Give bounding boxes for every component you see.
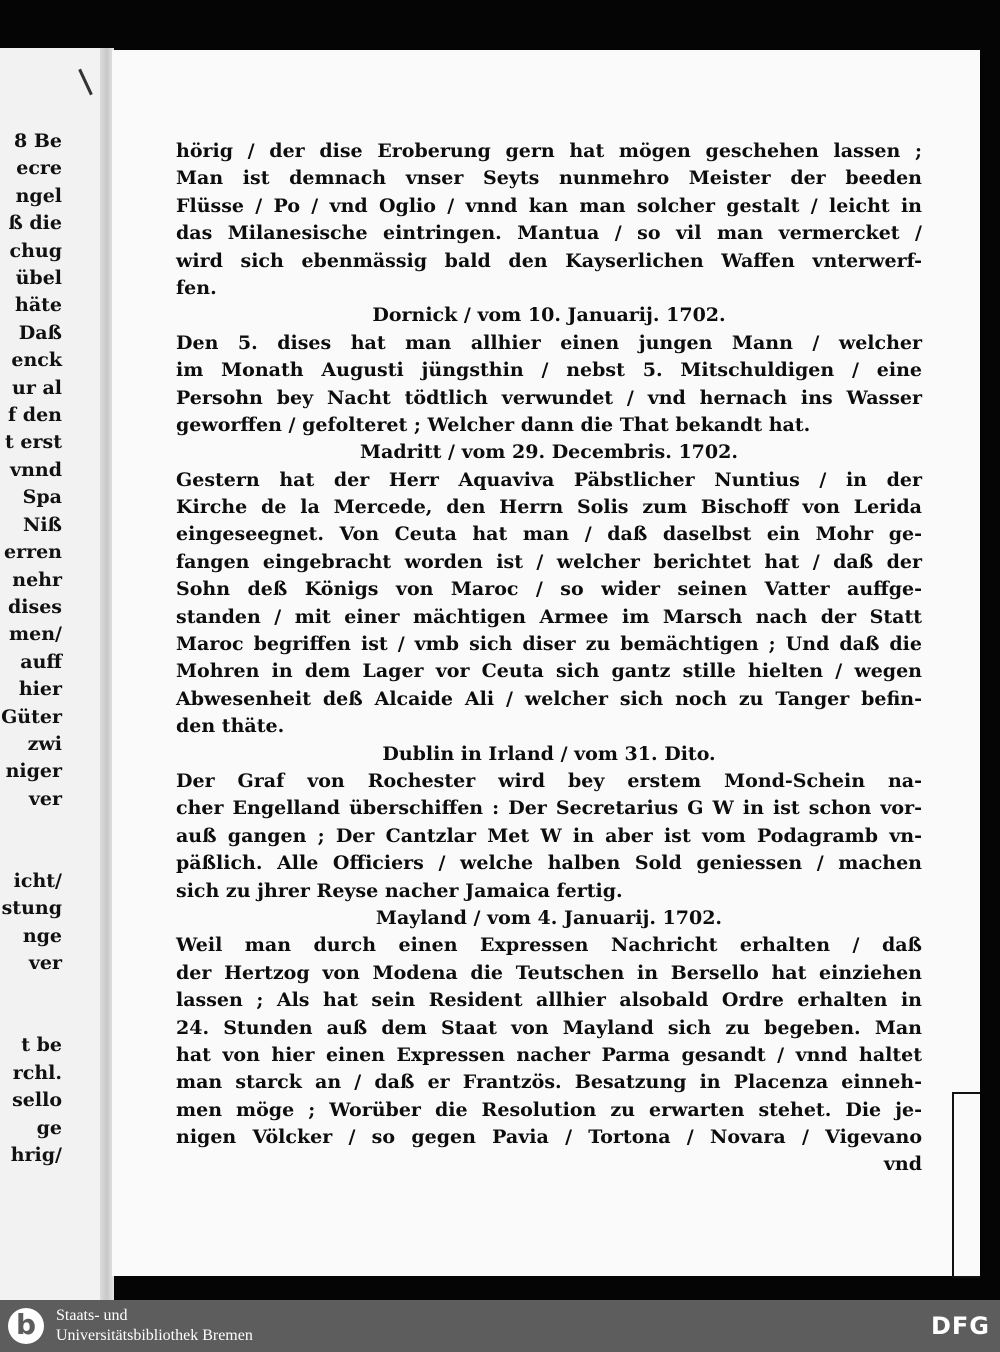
- section-heading: Madritt / vom 29. Decembris. 1702.: [360, 441, 738, 464]
- text-line: Kirche de la Mercede, den Herrn Solis zum Bischoff von Lerida: [176, 496, 922, 519]
- left-margin-fragment: rchl.: [12, 1061, 62, 1084]
- text-line: das Milanesische eintringen. Mantua / so vil man vermercket /: [176, 222, 922, 245]
- left-margin-fragment: [0, 841, 62, 868]
- left-margin-fragment: zwi: [27, 732, 62, 755]
- left-margin-fragment: [0, 813, 62, 840]
- section-heading: Dublin in Irland / vom 31. Dito.: [382, 742, 716, 765]
- text-line: Den 5. dises hat man allhier einen jungen Mann / welcher: [176, 331, 922, 354]
- catchword: vnd: [883, 1153, 922, 1176]
- institution-line-1: Staats- und: [56, 1307, 128, 1324]
- text-line: wird sich ebenmässig bald den Kayserlichen Waffen vnterwerf-: [176, 249, 922, 272]
- text-line: Weil man durch einen Expressen Nachricht erhalten / daß: [176, 934, 922, 957]
- left-margin-fragment: ß die: [8, 212, 62, 235]
- left-margin-fragment: Spa: [22, 486, 62, 509]
- text-line: der Hertzog von Modena die Teutschen in Bersello hat einziehen: [176, 961, 922, 984]
- left-margin-fragment: auff: [20, 650, 62, 673]
- text-line: geworffen / gefolteret ; Welcher dann die That bekandt hat.: [176, 413, 811, 436]
- left-margin-fragment: häte: [15, 294, 62, 317]
- viewer-footer: [0, 1300, 1000, 1352]
- text-line: Flüsse / Po / vnd Oglio / vnnd kan man solcher gestalt / leicht in: [176, 194, 922, 217]
- left-margin-fragment: f den: [8, 404, 62, 427]
- text-line: men möge ; Worüber die Resolution zu erwarten stehet. Die je-: [176, 1098, 922, 1121]
- text-line: cher Engelland überschiffen : Der Secretarius G W in ist schon vor-: [176, 797, 922, 820]
- left-margin-fragment: hier: [18, 678, 62, 701]
- left-margin-fragment: Daß: [18, 321, 62, 344]
- library-logo-icon: b: [8, 1308, 44, 1344]
- page-text: [176, 138, 922, 1179]
- text-line: lassen ; Als hat sein Resident allhier alsobald Ordre erhalten in: [176, 989, 922, 1012]
- text-line: fangen eingebracht worden ist / welcher berichtet hat / daß der: [176, 550, 922, 573]
- text-line: Mohren in dem Lager vor Ceuta sich gantz stille hielten / wegen: [176, 660, 922, 683]
- institution-line-2: Universitätsbibliothek Bremen: [56, 1327, 253, 1344]
- page-tab-edge: [952, 1092, 980, 1278]
- text-line: Maroc begriffen ist / vmb sich diser zu bemächtigen ; Und daß die: [176, 633, 922, 656]
- right-page: [112, 50, 980, 1276]
- text-line: eingeseegnet. Von Ceuta hat man / daß daselbst ein Mohr ge-: [176, 523, 922, 546]
- text-line: 24. Stunden auß dem Staat von Mayland sich zu begeben. Man: [176, 1016, 922, 1039]
- text-line: Persohn bey Nacht tödtlich verwundet / vnd hernach ins Wasser: [176, 386, 922, 409]
- left-margin-fragment: stung: [1, 897, 62, 920]
- left-page-fragment: [0, 48, 112, 1300]
- text-line: päßlich. Alle Officiers / welche halben Sold geniessen / machen: [176, 852, 922, 875]
- left-margin-fragment: enck: [11, 349, 62, 372]
- text-line: sich zu jhrer Reyse nacher Jamaica fertig.: [176, 879, 623, 902]
- dfg-logo: DFG: [930, 1312, 990, 1340]
- left-margin-fragment: ver: [28, 787, 62, 810]
- text-line: Gestern hat der Herr Aquaviva Päbstlicher Nuntius / in der: [176, 468, 922, 491]
- left-margin-fragment: dises: [8, 595, 62, 618]
- text-line: man starck an / daß er Frantzös. Besatzung in Placenza einneh-: [176, 1071, 922, 1094]
- text-line: nigen Völcker / so gegen Pavia / Tortona / Novara / Vigevano: [176, 1126, 922, 1149]
- text-line: Man ist demnach vnser Seyts nunmehro Meister der beeden: [176, 167, 922, 190]
- left-margin-fragment: hrig/: [10, 1144, 62, 1167]
- left-margin-fragment: ur al: [12, 376, 62, 399]
- left-margin-fragment: ecre: [16, 157, 62, 180]
- text-line: den thäte.: [176, 715, 285, 738]
- text-line: im Monath Augusti jüngsthin / nebst 5. Mitschuldigen / eine: [176, 359, 922, 382]
- left-margin-fragment: nge: [22, 924, 62, 947]
- text-line: auß gangen ; Der Cantzlar Met W in aber ist vom Podagramb vn-: [176, 824, 922, 847]
- left-margin-fragment: [0, 978, 62, 1005]
- text-line: Abwesenheit deß Alcaide Ali / welcher sich noch zu Tanger befin-: [176, 687, 922, 710]
- left-margin-fragment: [0, 1005, 62, 1032]
- left-margin-fragment: icht/: [13, 869, 62, 892]
- left-margin-fragment: übel: [15, 267, 62, 290]
- left-margin-fragment: sello: [12, 1089, 62, 1112]
- institution-name: [56, 1306, 253, 1346]
- left-margin-fragment: Güter: [1, 705, 62, 728]
- left-margin-fragment: nehr: [12, 568, 62, 591]
- text-line: hat von hier einen Expressen nacher Parma gesandt / vnnd haltet: [176, 1043, 922, 1066]
- left-margin-fragment: ngel: [15, 184, 62, 207]
- text-line: standen / mit einer mächtigen Armee im Marsch nach der Statt: [176, 605, 922, 628]
- left-margin-fragment: t be: [21, 1034, 62, 1057]
- section-heading: Mayland / vom 4. Januarij. 1702.: [375, 906, 723, 929]
- left-margin-fragment: 8 Be: [14, 130, 62, 152]
- left-margin-text: [0, 128, 62, 1169]
- left-margin-fragment: erren: [3, 541, 62, 564]
- left-margin-fragment: vnnd: [10, 458, 62, 481]
- left-margin-fragment: men/: [9, 623, 62, 646]
- text-line: hörig / der dise Eroberung gern hat mögen geschehen lassen ;: [176, 140, 922, 162]
- left-margin-fragment: chug: [9, 239, 62, 262]
- left-margin-fragment: ge: [36, 1116, 62, 1139]
- text-line: Der Graf von Rochester wird bey erstem Mond-Schein na-: [176, 769, 922, 792]
- text-line: fen.: [176, 276, 217, 299]
- left-margin-fragment: niger: [5, 760, 62, 783]
- section-heading: Dornick / vom 10. Januarij. 1702.: [372, 304, 726, 327]
- text-line: Sohn deß Königs von Maroc / so wider seinen Vatter auffge-: [176, 578, 922, 601]
- left-margin-fragment: ver: [28, 952, 62, 975]
- left-margin-fragment: t erst: [5, 431, 62, 454]
- left-margin-fragment: Niß: [22, 513, 62, 536]
